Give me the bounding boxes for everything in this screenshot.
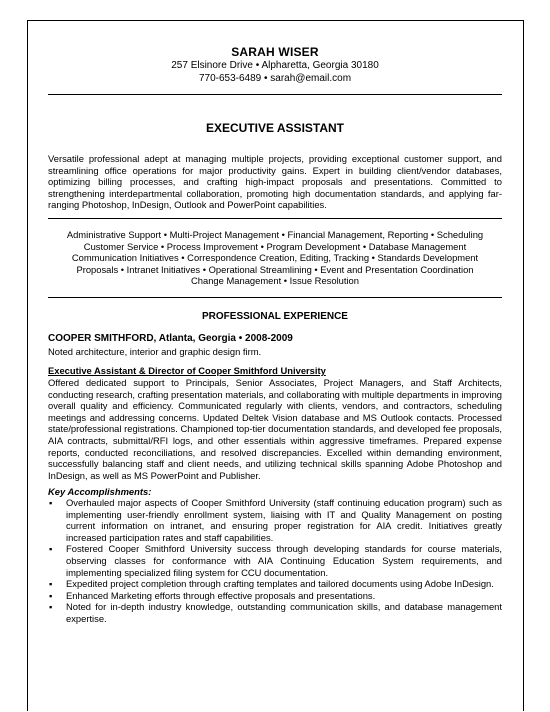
bullet-icon: ▪ (49, 601, 53, 613)
address-line: 257 Elsinore Drive • Alpharetta, Georgia 30180 (171, 60, 379, 71)
skills-line: Change Management • Issue Resolution (191, 275, 359, 287)
accomplishments-heading: Key Accomplishments: (48, 486, 152, 497)
list-item: ▪ Noted for in-depth industry knowledge, outstanding communication skills, and database management expertise. (49, 601, 502, 624)
employer-description: Noted architecture, interior and graphic design firm. (48, 346, 262, 357)
section-heading-experience: PROFESSIONAL EXPERIENCE (202, 311, 348, 322)
skills-bottom-divider (48, 297, 502, 298)
resume-title: EXECUTIVE ASSISTANT (205, 121, 345, 135)
contact-line: 770-653-6489 • sarah@email.com (198, 73, 352, 84)
bullet-icon: ▪ (49, 497, 53, 508)
bullet-icon: ▪ (49, 543, 53, 555)
list-item: ▪ Enhanced Marketing efforts through effective proposals and presentations. (49, 589, 376, 601)
job-title: Executive Assistant & Director of Cooper Smithford University (48, 365, 326, 376)
header-divider (48, 94, 502, 95)
bullet-icon: ▪ (49, 578, 53, 590)
skills-line: Customer Service • Process Improvement • Program Development • Database Management (83, 240, 467, 252)
skills-line: Administrative Support • Multi-Project Management • Financial Management, Reporting • Scheduling (66, 229, 484, 240)
skills-line: Communication Initiatives • Correspondence Creation, Editing, Tracking • Standards Development (71, 252, 479, 264)
list-item: ▪ Fostered Cooper Smithford University success through developing standards for course materials, observing classes for conformance with AIA Continuing Education System requirements, and implementing specialized filing system for CCU documentation. (49, 543, 502, 578)
summary-paragraph: Versatile professional adept at managing multiple projects, providing exceptional customer support, and streamlining office operations for major productivity gains. Expert in building client/vendor databases, optimizing billing processes, and crafting high-impact proposals and presentations. Committed to strengthening interdepartmental collaboration, promoting high documentation standards, and applying far-ranging Photoshop, InDesign, Outlook and PowerPoint capabilities. (48, 153, 502, 211)
bullet-icon: ▪ (49, 589, 53, 601)
list-item: ▪ Overhauled major aspects of Cooper Smithford University (staff continuing education program) such as implementing user-friendly enrollment system, liaising with IT and Quality Management on posting current information on intranet, and ensuring proper registration for AIA credit. Initiatives greatly increased participation rates and staff capabilities. (49, 497, 502, 543)
accomplishments-list (48, 497, 502, 625)
skills-line: Proposals • Intranet Initiatives • Operational Streamlining • Event and Presentation Coordination (76, 263, 474, 275)
list-item: ▪ Expedited project completion through crafting templates and tailored documents using Adobe InDesign. (49, 578, 494, 590)
candidate-name: SARAH WISER (231, 45, 319, 59)
skills-top-divider (48, 218, 502, 219)
employer-line: COOPER SMITHFORD, Atlanta, Georgia • 2008-2009 (48, 333, 293, 344)
job-description: Offered dedicated support to Principals, Senior Associates, Project Managers, and Staff Architects, conducting research, crafting presentation materials, and collaborating with multiple departments in improving overall quality and efficiency. Communicated regularly with clients, vendors, and contractors, scheduling meetings and addressing concerns. Updated Deltek Vision database and MS Outlook contacts. Processed state/professional registrations. Championed top-tier documentation standards, and developed fee proposals, AIA contracts, submittal/RFI logs, and other essentials within aggressive timeframes. Prepared expense reports, conducted reconciliations, and resolved discrepancies. Excelled within demanding environment, successfully balancing staff and client needs, and utilizing technical skills spanning Adobe Photoshop and InDesign, as well as MS PowerPoint and Publisher. (48, 377, 502, 481)
skills-block (48, 229, 502, 287)
